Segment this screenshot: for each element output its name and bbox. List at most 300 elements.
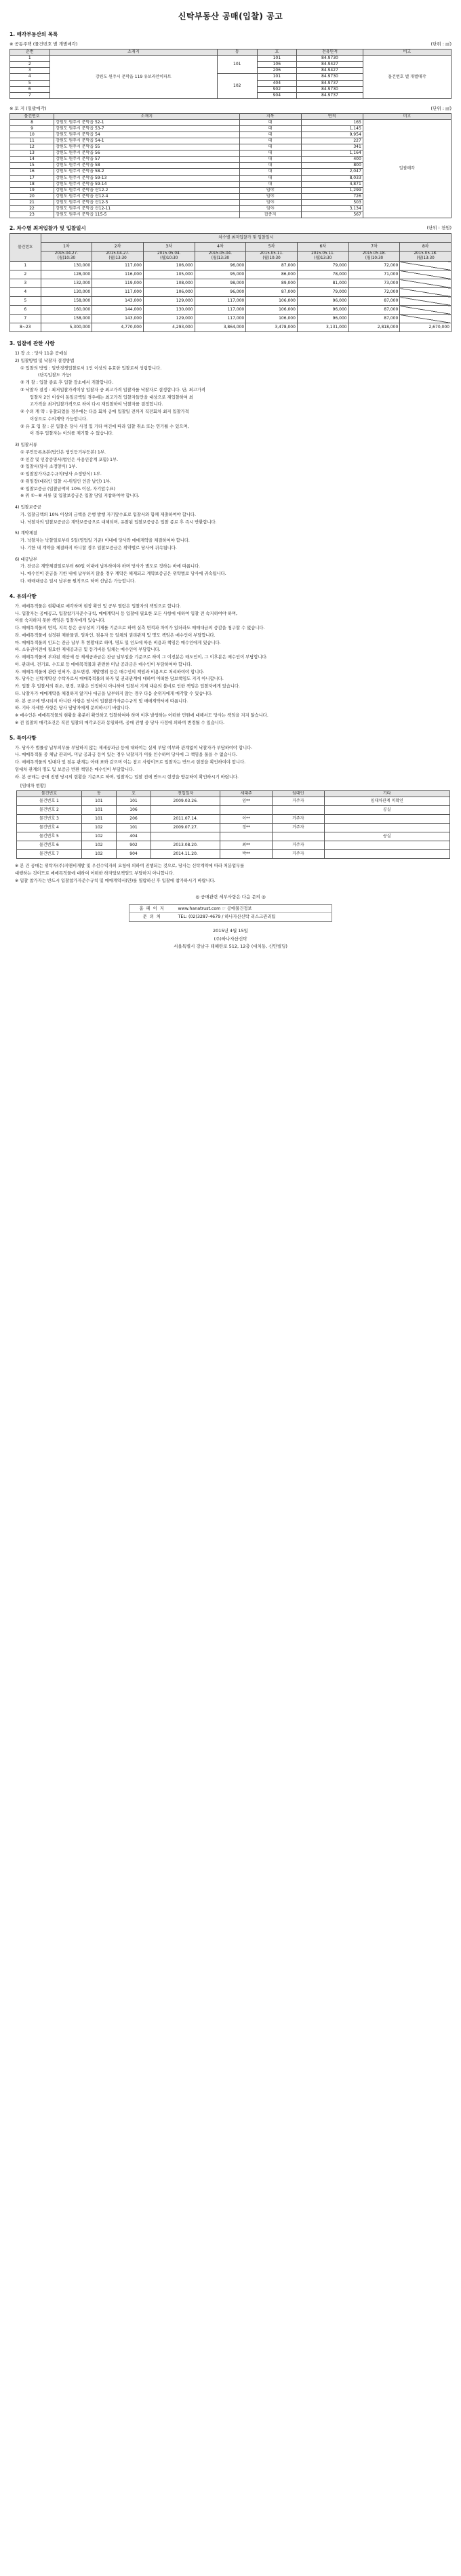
round-date: [92, 251, 144, 262]
empty-price-cell: [400, 288, 452, 297]
lot-number: 8: [10, 119, 54, 125]
ho-cell: 902: [257, 86, 297, 92]
table-row: [10, 119, 452, 125]
tenant-no: 물건번호 7: [17, 850, 82, 859]
address-cell: 강원도 원주시 문막읍 52-1: [54, 119, 239, 125]
company-address: 서울특별시 강남구 테헤란로 512, 12층 (대치동, 신안빌딩): [174, 944, 287, 950]
lot-number: 12: [10, 144, 54, 150]
table-header-row: [10, 243, 452, 251]
section-1-heading: 1. 매각부동산의 목록: [9, 31, 58, 38]
table-row: [17, 850, 450, 859]
corner-header: 물건번호: [10, 234, 41, 262]
price-cell: 2,670,000: [400, 323, 452, 332]
tenant-ho: 904: [116, 850, 151, 859]
contact-key: 홈페이지: [139, 906, 167, 912]
round-date: [400, 251, 452, 262]
row-number: 7: [10, 92, 50, 98]
lot-number: 3: [10, 279, 41, 288]
tenant-date: 2013.08.20.: [151, 841, 220, 850]
tenant-no: 물건번호 4: [17, 824, 82, 832]
price-cell: 117,000: [92, 288, 144, 297]
address-cell: 강원도 원주시 문막읍 56: [54, 150, 239, 157]
area-cell: 567: [301, 212, 363, 218]
tenant-dong: 102: [81, 832, 116, 841]
paragraph-line: 마. 매매목적물의 인도는 잔금 납부 후 현황대로 하며, 명도 및 인도에 따른 비용과 책임은 매수인에게 있습니다.: [15, 640, 221, 645]
contact-value: www.hanatrust.com ☞ 공매물건정보: [178, 906, 252, 912]
price-cell: 108,000: [143, 279, 195, 288]
price-cell: 129,000: [143, 297, 195, 306]
address-cell: 강원도 원주시 문막읍 115-5: [54, 212, 239, 218]
price-cell: 87,000: [246, 288, 298, 297]
paragraph-line: 이상으로 수의계약 가능합니다.: [30, 416, 88, 422]
column-header: 임대인: [272, 791, 324, 797]
tenant-dong: 102: [81, 850, 116, 859]
jimok-cell: 대: [239, 144, 301, 150]
table-header-row: [10, 234, 452, 243]
column-header: 비고: [363, 113, 451, 119]
area-cell: 84.9737: [297, 80, 363, 86]
jimok-cell: 임야: [239, 199, 301, 205]
paragraph-line: 다. 매매목적물의 임대차 및 점유 관계는 아래 표와 같으며 이는 참고 사항이므로 입찰자는 반드시 현장을 확인하여야 합니다.: [15, 760, 246, 765]
paragraph-line: 바. 소유권이전에 필요한 제세공과금 및 등기비용 일체는 매수인이 부담합니다.: [15, 647, 161, 653]
company-name: (주)하나자산신탁: [214, 935, 247, 942]
apartment-table: [9, 49, 452, 99]
ho-cell: 106: [257, 62, 297, 68]
land-table: [9, 113, 452, 219]
round-time-text: (월)10:30: [57, 256, 76, 261]
price-cell: 117,000: [195, 315, 246, 323]
tenant-date: 2011.07.14.: [151, 815, 220, 824]
price-cell: 89,000: [246, 279, 298, 288]
paragraph-line: 가. 당사가 법률상 납부의무를 부담하지 않는 제세공과금 등에 대하여는 실제 부담 여부와 관계없이 낙찰자가 부담하여야 합니다.: [15, 745, 253, 750]
area-cell: 3,134: [301, 206, 363, 212]
price-cell: 143,000: [92, 297, 144, 306]
note-cell: 일괄매각: [363, 119, 451, 218]
area-cell: 800: [301, 163, 363, 169]
round-date: [195, 251, 246, 262]
price-cell: 72,000: [348, 288, 400, 297]
paragraph-line: ⑤ 유 효 입 찰 : 본 입찰은 당사 사정 및 기타 여건에 따라 입찰 취소 또는 연기될 수 있으며,: [20, 424, 189, 429]
row-number: 3: [10, 68, 50, 74]
table-row: [10, 288, 452, 297]
address-cell: 강원도 원주시 문막읍 산12-5: [54, 199, 239, 205]
area-cell: 84.9737: [297, 92, 363, 98]
paragraph-line: ⑤ 위임장(대리인 입찰 시-위임인 인감 날인) 1부.: [20, 479, 112, 484]
paragraph-line: ③ 입찰서(당사 소정양식) 1부.: [20, 464, 77, 470]
tenant-ho: 902: [116, 841, 151, 850]
contact-value: TEL: (02)3287-4679 / 하나자산신탁 리스크관리팀: [177, 913, 332, 921]
round-time-text: (월)13:30: [108, 256, 127, 261]
round-date-text: 2015.05.18.: [362, 251, 386, 256]
paragraph-line: 타. 낙찰자가 매매계약을 체결하지 않거나 대금을 납부하지 않는 경우 다음 순위자에게 매각할 수 있습니다.: [15, 691, 213, 696]
jimok-cell: 대: [239, 132, 301, 138]
price-cell: 117,000: [92, 262, 144, 270]
lot-number: 4: [10, 288, 41, 297]
jimok-cell: 잡종지: [239, 212, 301, 218]
round-date-text: 2015.05.11.: [311, 251, 335, 256]
paragraph-line: 가. 입찰금액의 10% 이상의 금액을 은행 발행 자기앞수표로 입찰서와 함께 제출하여야 합니다.: [20, 512, 196, 517]
lot-number: 6: [10, 306, 41, 315]
ho-cell: 206: [257, 68, 297, 74]
table-row: [17, 797, 450, 806]
section-5-body: [9, 745, 452, 781]
column-header: 순번: [10, 49, 50, 56]
paragraph-line: 나. 매매목적물 중 체납 관리비, 미납 공과금 등이 있는 경우 낙찰자가 이를 인수하며 당사에 그 책임을 물을 수 없습니다.: [15, 752, 237, 758]
round-time-text: (월)10:30: [160, 256, 178, 261]
column-header: 지목: [239, 113, 301, 119]
tenant-lessor: [272, 806, 324, 815]
price-cell: 98,000: [195, 279, 246, 288]
tenant-name: 정**: [220, 824, 273, 832]
area-cell: 4,871: [301, 181, 363, 187]
price-cell: 117,000: [195, 306, 246, 315]
paragraph-line: 나. 기한 내 계약을 체결하지 아니할 경우 입찰보증금은 위약벌로 당사에 귀속됩니다.: [20, 545, 177, 550]
area-cell: 9,954: [301, 132, 363, 138]
table-header-row: [10, 49, 452, 56]
address-cell: 강원도 원주시 문막읍 산12-4: [54, 193, 239, 199]
paragraph-line: 가. 매매목적물은 현황대로 매각하며 현장 확인 및 공부 열람은 입찰자의 책임으로 합니다.: [15, 603, 182, 609]
table-row: [10, 306, 452, 315]
row-number: 2: [10, 62, 50, 68]
round-header: 2차: [92, 243, 144, 251]
price-cell: 106,000: [143, 288, 195, 297]
tenant-no: 물건번호 2: [17, 806, 82, 815]
tenant-name: 이**: [220, 815, 273, 824]
paragraph-line: 나. 입찰자는 공매공고, 입찰참가자준수규칙, 매매계약서 등 입찰에 필요한 모든 사항에 대하여 입찰 전 숙지하여야 하며,: [15, 611, 238, 616]
table-row: [17, 841, 450, 850]
price-cell: 96,000: [297, 306, 348, 315]
tenant-lessor: 거주자: [272, 850, 324, 859]
paragraph-line: ① 주민등록초본(법인은 법인등기부등본) 1부.: [20, 449, 106, 455]
price-cell: 95,000: [195, 270, 246, 279]
area-cell: 84.9730: [297, 74, 363, 80]
contact-key: 문의처: [129, 913, 177, 921]
paragraph-line: 나. 낙찰자의 입찰보증금은 계약보증금으로 대체되며, 유찰된 입찰보증금은 입찰 종료 후 즉시 반환합니다.: [20, 519, 217, 525]
address-cell: 강원도 원주시 문막읍 산12-2: [54, 187, 239, 193]
price-cell: 106,000: [143, 262, 195, 270]
section-2-heading: 2. 차수별 최저입찰가 및 입찰일시: [9, 225, 86, 232]
area-cell: 84.9730: [297, 86, 363, 92]
price-cell: 87,000: [246, 262, 298, 270]
paragraph-line: 차. 당사는 신탁계약상 수탁자로서 매매목적물의 하자 및 권리관계에 대하여 어떠한 담보책임도 지지 아니합니다.: [15, 677, 224, 682]
price-cell: 106,000: [246, 315, 298, 323]
tenant-lessor: 거주자: [272, 824, 324, 832]
lot-number: 10: [10, 132, 54, 138]
price-cell: 117,000: [195, 297, 246, 306]
round-date: [348, 251, 400, 262]
paragraph-line: ※ 입찰 참가자는 반드시 입찰참가자준수규칙 및 매매계약서(안)를 열람하신 후 입찰에 참가하시기 바랍니다.: [15, 878, 216, 883]
paragraph-line: 자. 매매목적물에 관한 인허가, 용도변경, 개발행위 등은 매수인의 책임과 비용으로 처리하여야 합니다.: [15, 669, 205, 675]
paragraph-line: 아. 관리비, 전기료, 수도료 등 매매목적물과 관련한 미납 공과금은 매수인이 부담하여야 합니다.: [15, 662, 193, 667]
area-cell: 84.9427: [297, 68, 363, 74]
paragraph-line: 다. 매매대금은 일시 납부를 원칙으로 하며 선납은 가능합니다.: [20, 578, 136, 584]
paragraph-line: 입찰자 2인 이상이 동일금액일 경우에는 최고가격 입찰자들만을 대상으로 재입찰하여 최: [30, 395, 194, 400]
paragraph-line: 하. 기타 자세한 사항은 당사 담당자에게 문의하시기 바랍니다.: [15, 706, 131, 711]
column-header: 기타: [324, 791, 449, 797]
area-cell: 341: [301, 144, 363, 150]
empty-price-cell: [400, 297, 452, 306]
price-cell: 78,000: [297, 270, 348, 279]
paragraph-line: ② 인감 및 인감증명서(법인은 사용인감계 포함) 1부.: [20, 457, 119, 462]
jimok-cell: 임야: [239, 193, 301, 199]
paragraph-line: 고가격을 최저입찰가격으로 하여 다시 재입찰하여 낙찰자를 결정합니다.: [30, 402, 163, 407]
tenant-etc: [324, 824, 449, 832]
jimok-cell: 대: [239, 150, 301, 157]
contact-row: [129, 913, 332, 921]
paragraph-line: 다. 매매목적물의 면적, 지목 등은 공부상의 기재를 기준으로 하며 실측 면적과 차이가 있더라도 매매대금의 증감을 청구할 수 없습니다.: [15, 626, 265, 630]
address-cell: 강원도 원주시 문막읍 119 유보라안이파트: [49, 56, 217, 99]
price-cell: 3,131,000: [297, 323, 348, 332]
ho-cell: 101: [257, 56, 297, 62]
round-time-text: (월)10:30: [365, 256, 384, 261]
dong-cell: 102: [217, 74, 257, 98]
section-5-notes: [9, 863, 452, 884]
tenant-no: 물건번호 6: [17, 841, 82, 850]
paragraph-line: 2) 입찰방법 및 낙찰자 결정방법: [15, 358, 75, 363]
notice-date: 2015년 4월 15일: [213, 927, 248, 933]
row-number: 1: [10, 56, 50, 62]
price-cell: 4,293,000: [143, 323, 195, 332]
column-header: 면적: [301, 113, 363, 119]
jimok-cell: 대: [239, 119, 301, 125]
paragraph-line: ③ 낙찰자 결정 : 최저입찰가격이상 입찰자 중 최고가격 입찰자를 낙찰자로 결정합니다. 단, 최고가격: [20, 387, 206, 393]
lot-number: 18: [10, 181, 54, 187]
area-cell: 503: [301, 199, 363, 205]
paragraph-line: 임대차 관계의 명도 및 보증금 반환 책임은 매수인이 부담합니다.: [15, 767, 135, 772]
table-row: [17, 824, 450, 832]
lot-number: 2: [10, 270, 41, 279]
section-3-heading: 3. 입찰에 관한 사항: [9, 340, 55, 346]
tenant-date: 2014.11.20.: [151, 850, 220, 859]
table-row: [10, 56, 452, 62]
paragraph-line: 1) 장 소 : 당사 11층 공매실: [15, 351, 68, 357]
lot-number: 1: [10, 262, 41, 270]
paragraph-line: ④ 입찰참가자준수규칙(당사 소정양식) 1부.: [20, 472, 102, 477]
table-header-row: [10, 113, 452, 119]
tenant-etc: 공실: [324, 832, 449, 841]
column-header: 전입일자: [151, 791, 220, 797]
round-date-text: 2015.05.18.: [414, 251, 437, 256]
paragraph-line: 사. 매매목적물에 부과된 재산세 등 제세공과금은 잔금 납부일을 기준으로 하여 그 이전분은 매도인이, 그 이후분은 매수인이 부담합니다.: [15, 655, 268, 660]
lot-number: 14: [10, 157, 54, 163]
paragraph-line: 5) 계약체결: [15, 531, 37, 536]
tenant-no: 물건번호 3: [17, 815, 82, 824]
tenant-dong: 102: [81, 824, 116, 832]
paragraph-line: 파. 본 공고에 명시되지 아니한 사항은 당사의 입찰참가자준수규칙 및 매매계약서에 따릅니다.: [15, 698, 188, 704]
tenant-no: 물건번호 1: [17, 797, 82, 806]
lot-number: 11: [10, 138, 54, 144]
price-cell: 5,300,000: [41, 323, 92, 332]
tenant-no: 물건번호 5: [17, 832, 82, 841]
round-header: 4차: [195, 243, 246, 251]
price-cell: 144,000: [92, 306, 144, 315]
round-date: [297, 251, 348, 262]
tenant-name: 최**: [220, 841, 273, 850]
price-cell: 96,000: [195, 288, 246, 297]
tenant-date: [151, 832, 220, 841]
price-cell: 96,000: [297, 297, 348, 306]
table-header-row: [10, 251, 452, 262]
table1-caption-row: [9, 41, 452, 47]
price-cell: 143,000: [92, 315, 144, 323]
address-cell: 강원도 원주시 문막읍 53-7: [54, 125, 239, 132]
jimok-cell: 대: [239, 163, 301, 169]
price-cell: 105,000: [143, 270, 195, 279]
tenant-etc: [324, 815, 449, 824]
contact-row: [129, 905, 332, 913]
area-cell: 1,145: [301, 125, 363, 132]
table-row: [10, 323, 452, 332]
lot-number: 21: [10, 199, 54, 205]
section-4-heading: 4. 유의사항: [9, 592, 37, 599]
round-time-text: (월)10:30: [262, 256, 281, 261]
price-cell: 79,000: [297, 288, 348, 297]
table-row: [17, 806, 450, 815]
round-header: 6차: [297, 243, 348, 251]
round-date-text: 2015.05.11.: [260, 251, 283, 256]
round-header: 3차: [143, 243, 195, 251]
empty-price-cell: [400, 270, 452, 279]
tenant-dong: 101: [81, 815, 116, 824]
round-header: 5차: [246, 243, 298, 251]
price-cell: 160,000: [41, 306, 92, 315]
ho-cell: 404: [257, 80, 297, 86]
jimok-cell: 대: [239, 138, 301, 144]
price-cell: 87,000: [348, 306, 400, 315]
tenant-etc: [324, 850, 449, 859]
table-row: [10, 297, 452, 306]
lot-number: 15: [10, 163, 54, 169]
paragraph-line: 가. 잔금은 계약체결일로부터 60일 이내에 납부하여야 하며 당사가 별도로 정하는 바에 따릅니다.: [20, 564, 201, 569]
address-cell: 강원도 원주시 문막읍 59-14: [54, 181, 239, 187]
row-number: 5: [10, 80, 50, 86]
price-cell: 158,000: [41, 315, 92, 323]
price-cell: 79,000: [297, 262, 348, 270]
paragraph-line: 3) 입찰서류: [15, 443, 37, 448]
paragraph-line: ① 입찰의 방법 : 일반경쟁입찰로서 1인 이상의 유효한 입찰로써 성립합니다.: [20, 365, 162, 371]
paragraph-line: 이 경우 입찰자는 이의를 제기할 수 없습니다.: [30, 431, 114, 437]
lot-number: 23: [10, 212, 54, 218]
tenant-ho: 101: [116, 824, 151, 832]
paragraph-line: 나. 매수인이 잔금을 기한 내에 납부하지 않을 경우 계약은 해제되고 계약보증금은 위약벌로 당사에 귀속됩니다.: [20, 571, 226, 577]
lot-number: 8~23: [10, 323, 41, 332]
price-cell: 2,818,000: [348, 323, 400, 332]
tenant-dong: 101: [81, 806, 116, 815]
price-cell: 3,864,000: [195, 323, 246, 332]
price-cell: 72,000: [348, 262, 400, 270]
tenant-name: 박**: [220, 850, 273, 859]
round-date-text: 2015.05.04.: [208, 251, 233, 256]
section-4-body: [9, 603, 452, 727]
tenant-lessor: 거주자: [272, 797, 324, 806]
area-cell: 165: [301, 119, 363, 125]
table-header-row: [17, 791, 450, 797]
paragraph-line: (단독입찰도 가능): [38, 373, 72, 378]
area-cell: 84.9427: [297, 62, 363, 68]
row-number: 6: [10, 86, 50, 92]
tenant-name: 임**: [220, 797, 273, 806]
price-cell: 130,000: [41, 288, 92, 297]
table-row: [10, 279, 452, 288]
price-schedule-table: [9, 233, 452, 332]
address-cell: 강원도 원주시 문막읍 57: [54, 157, 239, 163]
tenant-ho: 101: [116, 797, 151, 806]
round-date: [41, 251, 92, 262]
tenant-table: [16, 790, 450, 859]
table-row: [10, 262, 452, 270]
column-header: 동: [217, 49, 257, 56]
contact-banner: ◎ 공매관련 세부사항은 다음 문의 ◎: [195, 894, 266, 900]
round-time-text: (월)13:30: [211, 256, 230, 261]
lot-number: 7: [10, 315, 41, 323]
paragraph-line: ※ 매수인은 매매목적물의 현황을 충분히 확인하고 입찰하여야 하며 이후 발생하는 어떠한 민원에 대해서도 당사는 책임을 지지 않습니다.: [15, 713, 268, 718]
table-row: [10, 315, 452, 323]
spacer: [9, 552, 452, 556]
lot-number: 9: [10, 125, 54, 132]
paragraph-line: 카. 입찰 후 입찰서의 취소, 변경, 교환은 인정하지 아니하며 입찰서 기재 내용의 불비로 인한 책임은 입찰자에게 있습니다.: [15, 684, 241, 689]
notice-footer: [9, 893, 452, 950]
ho-cell: 101: [257, 74, 297, 80]
paragraph-line: 6) 대금납부: [15, 557, 37, 562]
price-cell: 129,000: [143, 315, 195, 323]
jimok-cell: 대: [239, 181, 301, 187]
round-header: 7차: [348, 243, 400, 251]
column-header: 물건번호: [17, 791, 82, 797]
area-cell: 8,033: [301, 175, 363, 181]
jimok-cell: 임야: [239, 206, 301, 212]
paragraph-line: 라. 매매목적물에 설정된 제한물권, 임차인, 점유자 등 일체의 권리관계 및 명도 책임은 매수인이 부담합니다.: [15, 632, 216, 638]
paragraph-line: ④ 수의 계 약 : 유찰되었을 경우에는 다음 회차 공매 입찰일 전까지 직전회차 최저 입찰가격: [20, 409, 189, 415]
area-cell: 1,164: [301, 150, 363, 157]
round-date-text: 2015.04.27.: [106, 251, 129, 256]
lot-number: 17: [10, 175, 54, 181]
area-cell: 400: [301, 157, 363, 163]
price-cell: 81,000: [297, 279, 348, 288]
price-cell: 119,000: [92, 279, 144, 288]
tenant-lessor: [272, 832, 324, 841]
section-3-body: [9, 350, 452, 585]
paragraph-line: 4) 입찰보증금: [15, 505, 41, 510]
lot-number: 13: [10, 150, 54, 157]
paragraph-line: ※ 위 ①~⑥ 서류 및 입찰보증금은 입찰 당일 지참하여야 합니다.: [20, 494, 140, 499]
tenant-table-caption: [임대차 현황]: [20, 784, 46, 789]
jimok-cell: 대: [239, 157, 301, 163]
price-cell: 96,000: [195, 262, 246, 270]
address-cell: 강원도 원주시 문막읍 54: [54, 132, 239, 138]
column-header: 호: [116, 791, 151, 797]
address-cell: 강원도 원주시 문막읍 58-2: [54, 169, 239, 175]
price-cell: 128,000: [41, 270, 92, 279]
tenant-etc: 공실: [324, 806, 449, 815]
price-cell: 132,000: [41, 279, 92, 288]
address-cell: 강원도 원주시 문막읍 59-13: [54, 175, 239, 181]
tenant-etc: [324, 841, 449, 850]
section-5-heading: 5. 특이사항: [9, 734, 37, 741]
tenant-lessor: 거주자: [272, 815, 324, 824]
tenant-etc: 임대차관계 미확인: [324, 797, 449, 806]
area-cell: 2,047: [301, 169, 363, 175]
price-cell: 3,478,000: [246, 323, 298, 332]
lot-number: 19: [10, 187, 54, 193]
round-time-text: (월)13:30: [416, 256, 435, 261]
price-cell: 73,000: [348, 279, 400, 288]
address-cell: 강원도 원주시 문막읍 54-1: [54, 138, 239, 144]
jimok-cell: 대: [239, 175, 301, 181]
address-cell: 강원도 원주시 문막읍 58: [54, 163, 239, 169]
spacer: [9, 526, 452, 529]
paragraph-line: ※ 본 건 공매는 위탁자(주)지앤비개발 및 우선수익자의 요청에 의하여 진행되는 것으로, 당사는 신탁계약에 따라 처분업무를: [15, 864, 245, 869]
spacer: [9, 438, 452, 441]
